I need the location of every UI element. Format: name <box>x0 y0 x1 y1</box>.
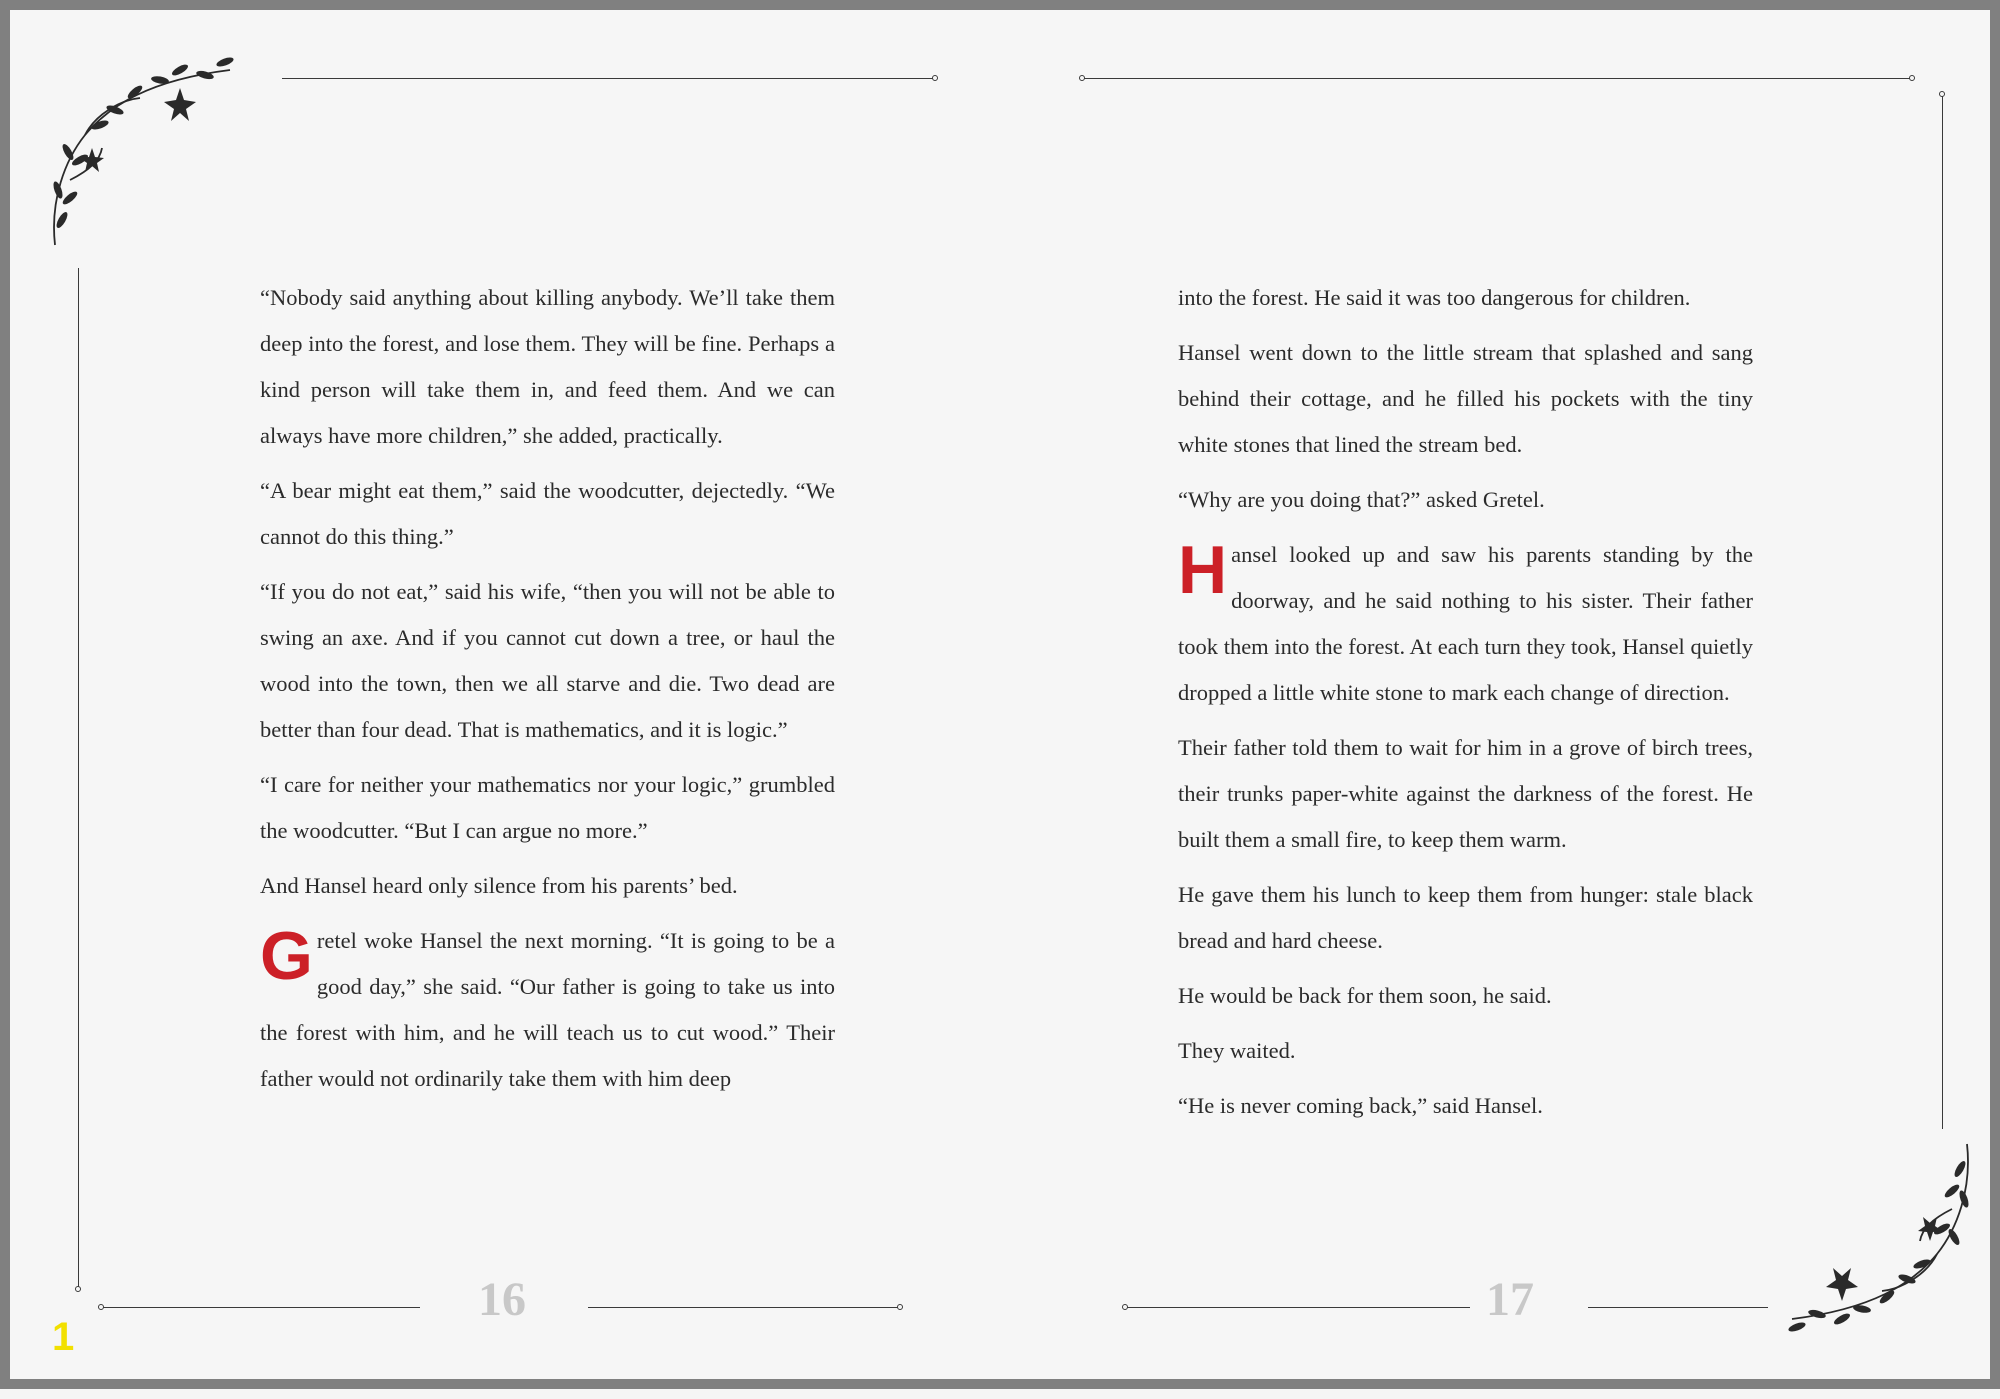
drop-cap: H <box>1178 532 1228 608</box>
paragraph <box>1178 330 1753 468</box>
paragraph-text: ansel looked up and saw his parents standing by the doorway, and he said nothing to his sister. Their father took them into the forest. At each turn they took, Hansel quietly dropped a little white stone to mark each change of direction. <box>1178 542 1753 705</box>
paragraph <box>1178 725 1753 863</box>
paragraph-text: “If you do not eat,” said his wife, “then you will not be able to swing an axe. And if you cannot cut down a tree, or haul the wood into the town, then we all starve and die. Two dead are better than four dead. That is mathematics, and it is logic.” <box>260 579 835 742</box>
floral-vine-icon <box>1782 1135 1982 1350</box>
paragraph-text: And Hansel heard only silence from his parents’ bed. <box>260 873 738 898</box>
paragraph <box>1178 532 1753 716</box>
paragraph-text: They waited. <box>1178 1038 1296 1063</box>
paragraph <box>260 468 835 560</box>
paragraph-text: “Why are you doing that?” asked Gretel. <box>1178 487 1545 512</box>
paragraph <box>1178 872 1753 964</box>
paragraph <box>1178 275 1753 321</box>
paragraph-text: “He is never coming back,” said Hansel. <box>1178 1093 1543 1118</box>
corner-mark: 1 <box>52 1315 75 1359</box>
paragraph-text: Their father told them to wait for him in a grove of birch trees, their trunks paper-white against the darkness of the forest. He built them a small fire, to keep them warm. <box>1178 735 1753 852</box>
paragraph <box>1178 1028 1753 1074</box>
paragraph <box>260 569 835 753</box>
paragraph <box>1178 477 1753 523</box>
paragraph <box>1178 973 1753 1019</box>
paragraph <box>1178 1083 1753 1129</box>
paragraph-text: He would be back for them soon, he said. <box>1178 983 1552 1008</box>
right-page <box>1010 10 2000 1399</box>
floral-vine-icon <box>40 40 240 255</box>
paragraph <box>260 275 835 459</box>
page-number-right: 17 <box>1486 1273 1534 1326</box>
paragraph-text: He gave them his lunch to keep them from hunger: stale black bread and hard cheese. <box>1178 882 1753 953</box>
paragraph-text: “A bear might eat them,” said the woodcutter, dejectedly. “We cannot do this thing.” <box>260 478 835 549</box>
paragraph <box>260 762 835 854</box>
paragraph-text: “Nobody said anything about killing anybody. We’ll take them deep into the forest, and lose them. They will be fine. Perhaps a kind person will take them in, and feed them. And we can always have more children,” she added, practically. <box>260 285 835 448</box>
right-page-text <box>1178 275 1753 1138</box>
paragraph <box>260 863 835 909</box>
paragraph-text: retel woke Hansel the next morning. “It is going to be a good day,” she said. “Our father is going to take us into the forest with him, and he will teach us to cut wood.” Their father would not ordinarily take them with him deep <box>260 928 835 1091</box>
paragraph-text: Hansel went down to the little stream that splashed and sang behind their cottage, and he filled his pockets with the tiny white stones that lined the stream bed. <box>1178 340 1753 457</box>
paragraph <box>260 918 835 1102</box>
drop-cap: G <box>260 918 313 994</box>
left-page <box>10 10 1010 1399</box>
paragraph-text: into the forest. He said it was too dangerous for children. <box>1178 285 1691 310</box>
page-number-left: 16 <box>478 1273 526 1326</box>
paragraph-text: “I care for neither your mathematics nor your logic,” grumbled the woodcutter. “But I can argue no more.” <box>260 772 835 843</box>
left-page-text <box>260 275 835 1111</box>
